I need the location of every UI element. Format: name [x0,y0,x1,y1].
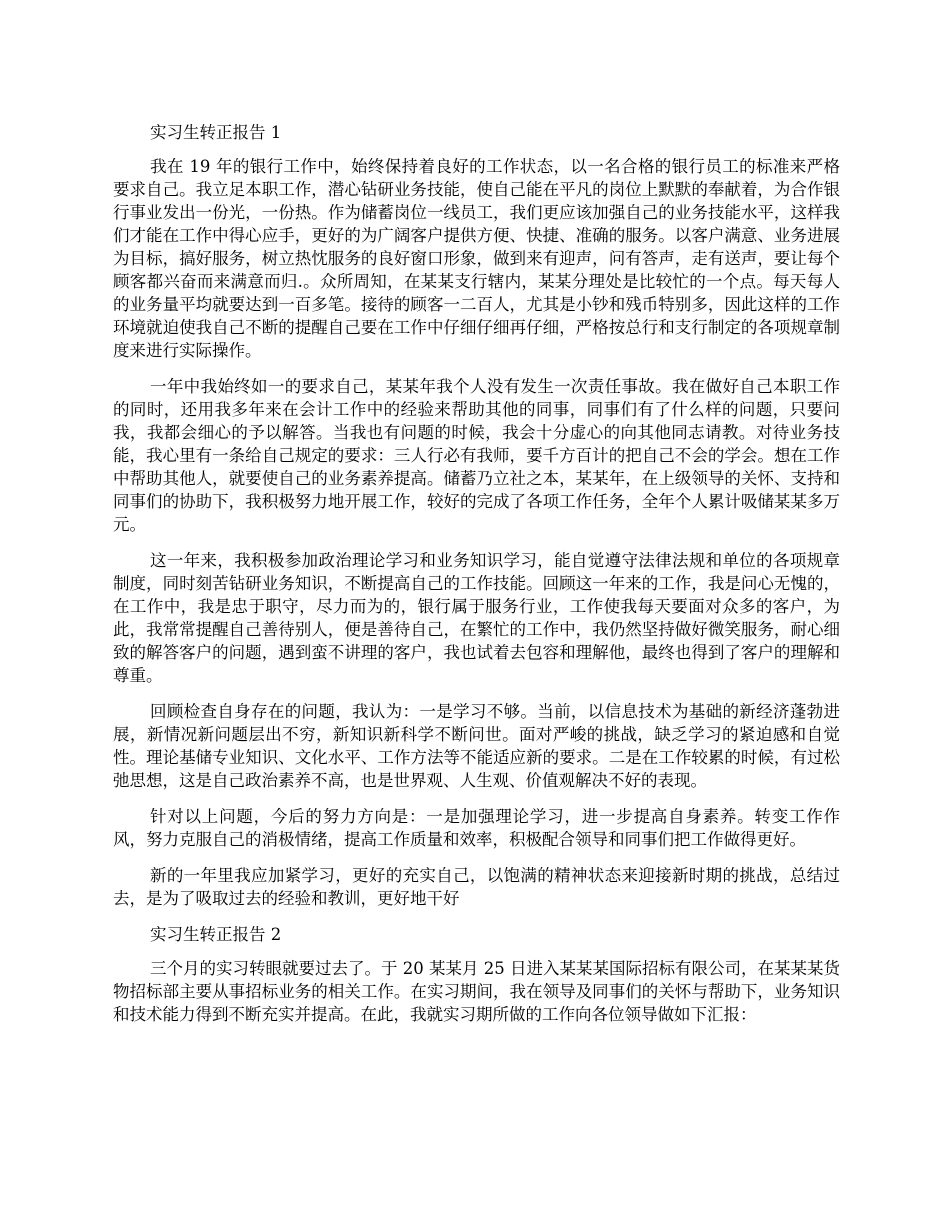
section-1-paragraph-5: 针对以上问题，今后的努力方向是：一是加强理论学习，进一步提高自身素养。转变工作作风，努力克服自己的消极情绪，提高工作质量和效率，积极配合领导和同事们把工作做得更好。 [113,807,840,849]
section-1-paragraph-4: 回顾检查自身存在的问题，我认为：一是学习不够。当前，以信息技术为基础的新经济蓬勃进展，新情况新问题层出不穷，新知识新科学不断问世。面对严峻的挑战，缺乏学习的紧迫感和自觉性。理论基储专业知识、文化水平、工作方法等不能适应新的要求。二是在工作较累的时候，有过松弛思想，这是自己政治素养不高，也是世界观、人生观、价值观解决不好的表现。 [113,702,840,790]
section-1-heading: 实习生转正报告 1 [150,123,282,142]
section-1-paragraph-2: 一年中我始终如一的要求自己，某某年我个人没有发生一次责任事故。我在做好自己本职工作的同时，还用我多年来在会计工作中的经验来帮助其他的同事，同事们有了什么样的问题，只要问我，我都会细心的予以解答。当我也有问题的时候，我会十分虚心的向其他同志请教。对待业务技能，我心里有一条给自己规定的要求：三人行必有我师，要千方百计的把自己不会的学会。想在工作中帮助其他人，就要使自己的业务素养提高。储蓄乃立社之本，某某年，在上级领导的关怀、支持和同事们的协助下，我积极努力地开展工作，较好的完成了各项工作任务，全年个人累计吸储某某多万元。 [113,377,840,534]
section-2-paragraph-1: 三个月的实习转眼就要过去了。于 20 某某月 25 日进入某某某国际招标有限公司，在某某某货物招标部主要从事招标业务的相关工作。在实习期间，我在领导及同事们的关怀与帮助下，业务知识和技术能力得到不断充实并提高。在此，我就实习期所做的工作向各位领导做如下汇报： [113,959,840,1024]
section-1-paragraph-1: 我在 19 年的银行工作中，始终保持着良好的工作状态，以一名合格的银行员工的标准来严格要求自己。我立足本职工作，潜心钻研业务技能，使自己能在平凡的岗位上默默的奉献着，为合作银行事业发出一份光，一份热。作为储蓄岗位一线员工，我们更应该加强自己的业务技能水平，这样我们才能在工作中得心应手，更好的为广阔客户提供方便、快捷、准确的服务。以客户满意、业务进展为目标，搞好服务，树立热忱服务的良好窗口形象，做到来有迎声，问有答声，走有送声，要让每个顾客都兴奋而来满意而归.。众所周知，在某某支行辖内，某某分理处是比较忙的一个点。每天每人的业务量平均就要达到一百多笔。接待的顾客一二百人，尤其是小钞和残币特别多，因此这样的工作环境就迫使我自己不断的提醒自己要在工作中仔细仔细再仔细，严格按总行和支行制定的各项规章制度来进行实际操作。 [113,157,840,360]
section-1-paragraph-3: 这一年来，我积极参加政治理论学习和业务知识学习，能自觉遵守法律法规和单位的各项规章制度，同时刻苦钻研业务知识，不断提高自己的工作技能。回顾这一年来的工作，我是问心无愧的，在工作中，我是忠于职守，尽力而为的，银行属于服务行业，工作使我每天要面对众多的客户，为此，我常常提醒自己善待别人，便是善待自己，在繁忙的工作中，我仍然坚持做好微笑服务，耐心细致的解答客户的问题，遇到蛮不讲理的客户，我也试着去包容和理解他，最终也得到了客户的理解和尊重。 [113,551,840,685]
section-1-paragraph-6: 新的一年里我应加紧学习，更好的充实自己，以饱满的精神状态来迎接新时期的挑战，总结过去，是为了吸取过去的经验和教训，更好地干好 [113,866,840,908]
section-2-heading: 实习生转正报告 2 [150,925,282,944]
